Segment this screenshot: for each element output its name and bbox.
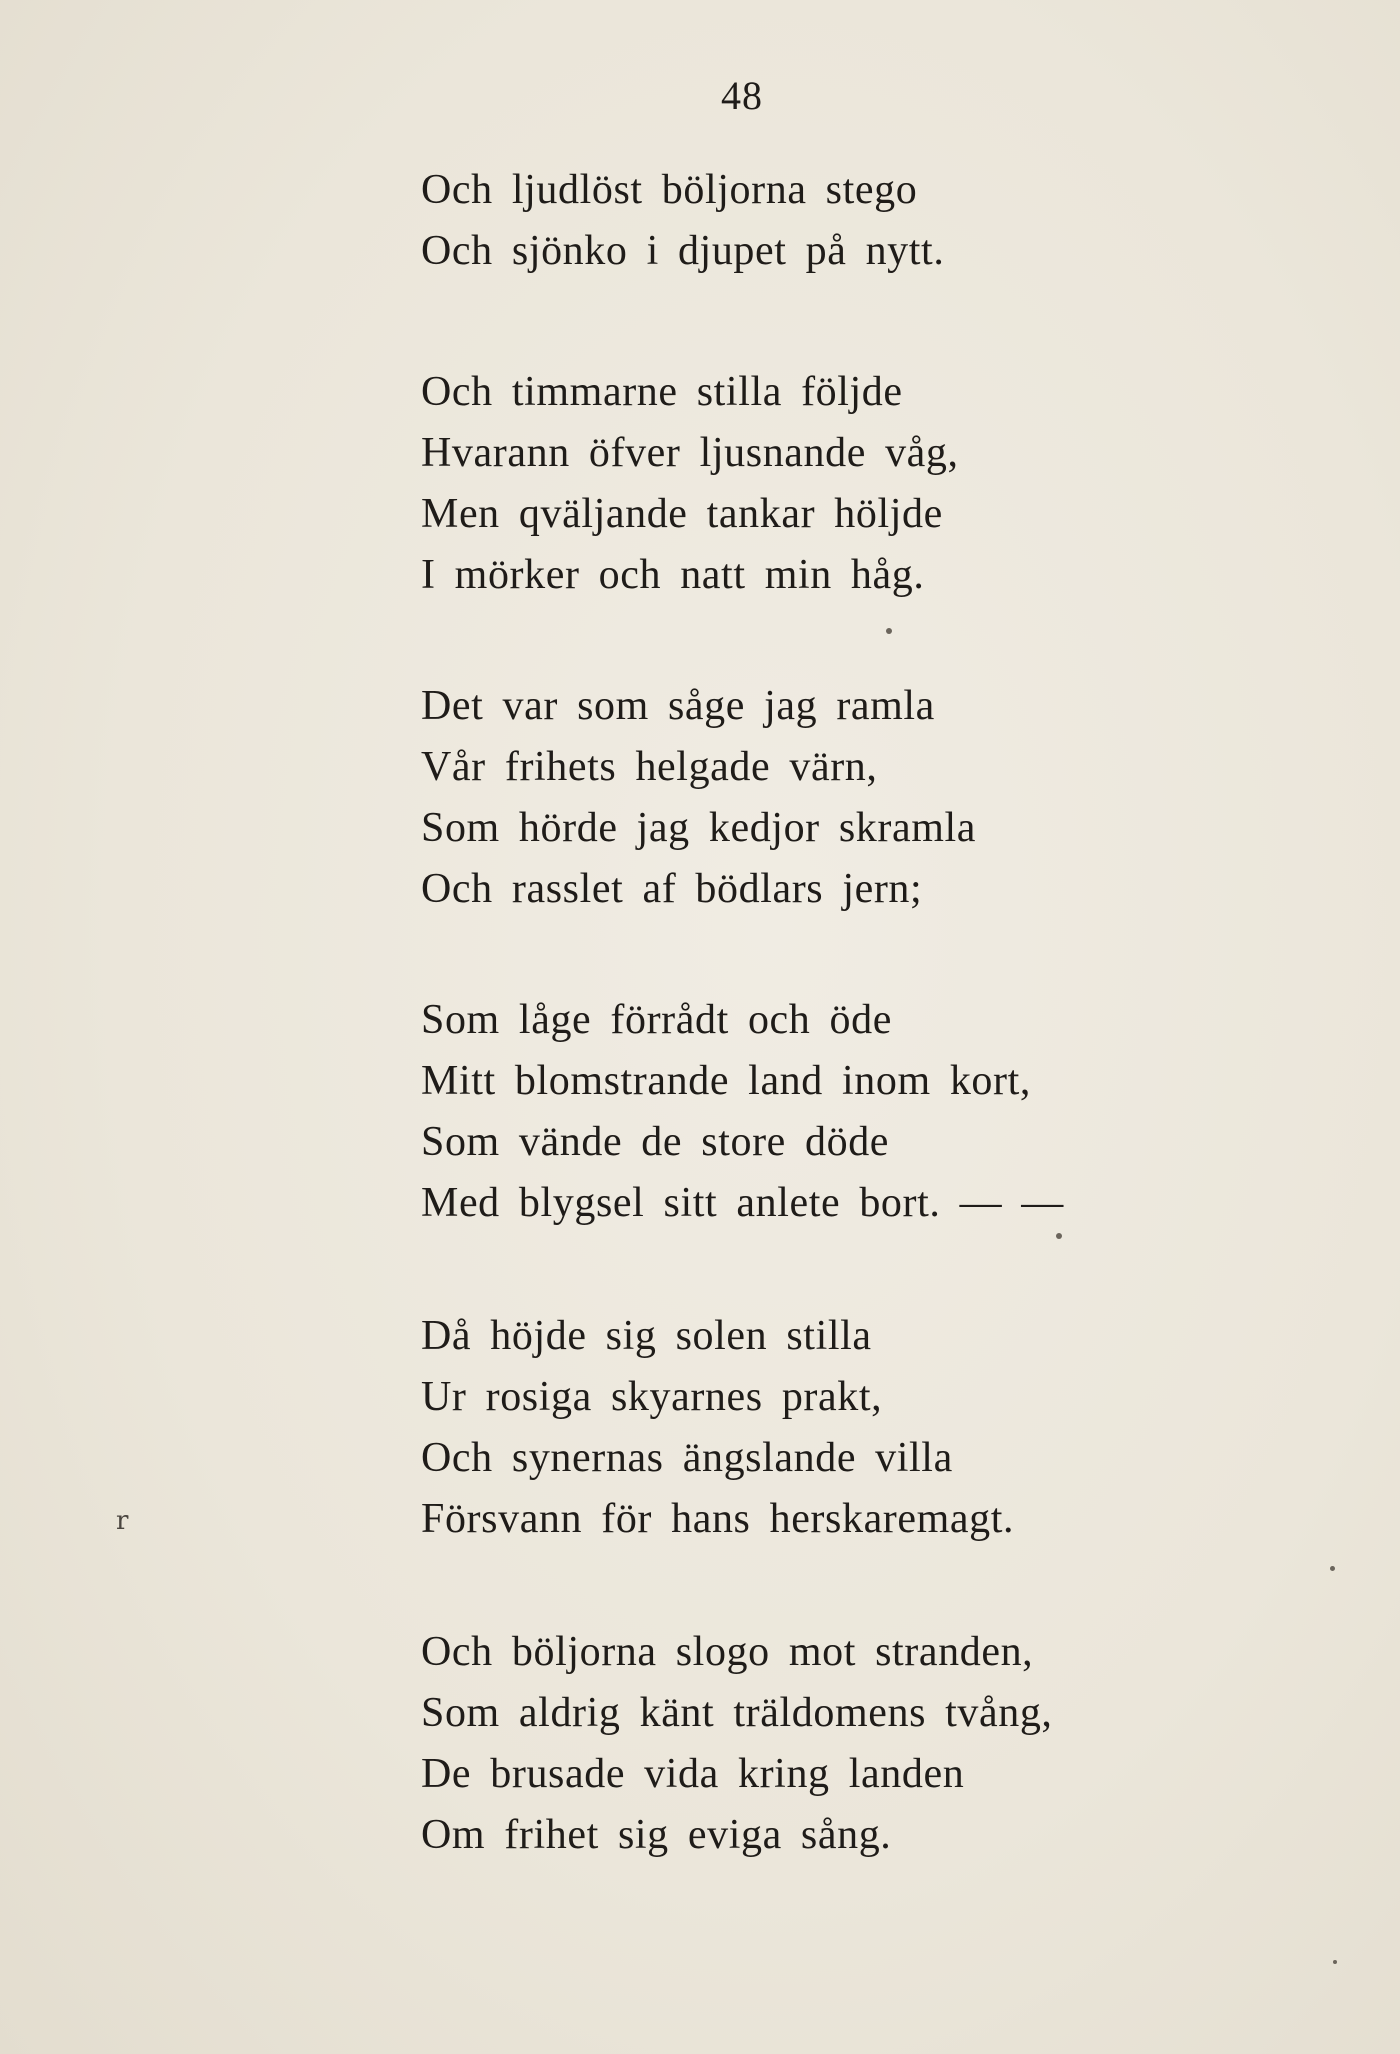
poem-line: Och böljorna slogo mot stranden,: [421, 1629, 1034, 1675]
poem-line: Som hörde jag kedjor skramla: [421, 805, 977, 851]
poem-line: Som låge förrådt och öde: [421, 997, 892, 1043]
stanza-1: [421, 160, 1321, 282]
stanza-5: [421, 1306, 1321, 1550]
poem-line: Det var som såge jag ramla: [421, 683, 935, 729]
poem-line: Och timmarne stilla följde: [421, 369, 903, 415]
poem-line: Men qväljande tankar höljde: [421, 491, 943, 537]
poem-line: Som vände de store döde: [421, 1119, 890, 1165]
poem-line: Och sjönko i djupet på nytt.: [421, 228, 945, 274]
poem-line: Med blygsel sitt anlete bort. — —: [421, 1180, 1064, 1226]
poem-line: Och ljudlöst böljorna stego: [421, 167, 918, 213]
poem-line: Försvann för hans herskaremagt.: [421, 1496, 1015, 1542]
ink-speck: [1333, 1960, 1337, 1964]
poem-line: Hvarann öfver ljusnande våg,: [421, 430, 959, 476]
poem-line: Då höjde sig solen stilla: [421, 1313, 872, 1359]
page-number: 48: [721, 73, 763, 118]
poem-line: Och rasslet af bödlars jern;: [421, 866, 923, 912]
poem-line: Mitt blomstrande land inom kort,: [421, 1058, 1031, 1104]
poem-line: Vår frihets helgade värn,: [421, 744, 878, 790]
poem-line: Som aldrig känt träldomens tvång,: [421, 1690, 1053, 1736]
stanza-2: [421, 362, 1321, 606]
ink-speck: [1330, 1566, 1335, 1571]
poem-line: Och synernas ängslande villa: [421, 1435, 953, 1481]
margin-mark: r: [116, 1506, 129, 1536]
ink-speck: [886, 628, 892, 634]
poem-line: Ur rosiga skyarnes prakt,: [421, 1374, 883, 1420]
stanza-6: [421, 1622, 1321, 1866]
poem-line: Om frihet sig eviga sång.: [421, 1812, 892, 1858]
ink-speck: [1056, 1233, 1062, 1239]
poem-line: I mörker och natt min håg.: [421, 552, 925, 598]
poem-line: De brusade vida kring landen: [421, 1751, 965, 1797]
stanza-4: [421, 990, 1321, 1234]
poem: [421, 160, 1321, 1866]
stanza-3: [421, 676, 1321, 920]
